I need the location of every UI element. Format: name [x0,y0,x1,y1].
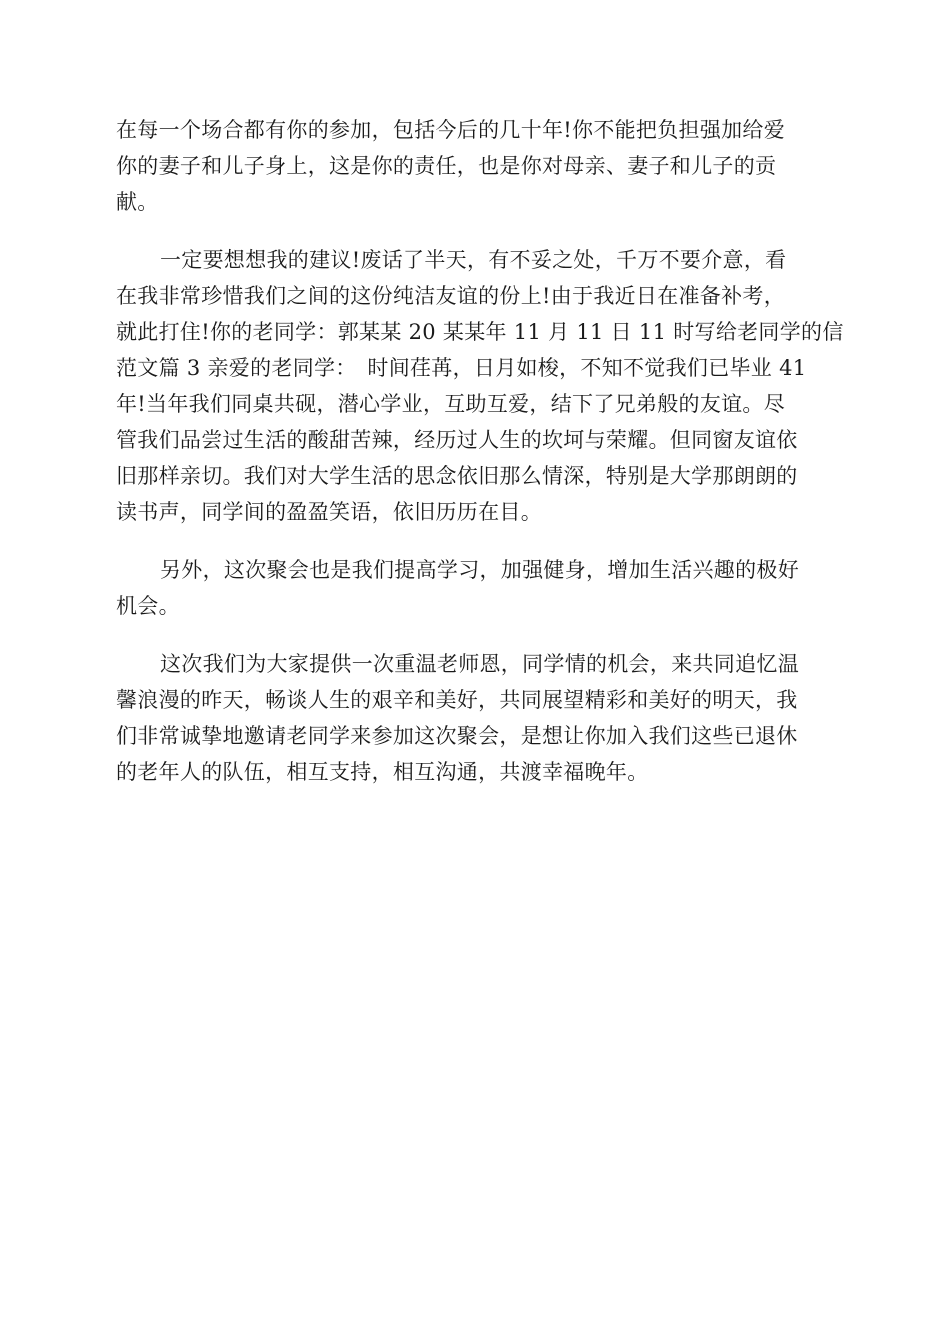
document-body [116,112,844,812]
text-line: 们非常诚挚地邀请老同学来参加这次聚会，是想让你加入我们这些已退休 [116,724,798,748]
text-line: 旧那样亲切。我们对大学生活的思念依旧那么情深，特别是大学那朗朗的 [116,464,798,488]
text-line: 你的妻子和儿子身上，这是你的责任，也是你对母亲、妻子和儿子的贡 [116,154,777,178]
text-line: 管我们品尝过生活的酸甜苦辣，经历过人生的坎坷与荣耀。但同窗友谊依 [116,428,798,452]
paragraph-2 [116,242,844,530]
text-line: 就此打住!你的老同学：郭某某 20 某某年 11 月 11 日 11 时写给老同学的信 [116,320,844,344]
text-line: 这次我们为大家提供一次重温老师恩，同学情的机会，来共同追忆温 [160,652,799,676]
text-line: 年!当年我们同桌共砚，潜心学业，互助互爱，结下了兄弟般的友谊。尽 [116,392,786,416]
text-line: 馨浪漫的昨天，畅谈人生的艰辛和美好，共同展望精彩和美好的明天，我 [116,688,798,712]
text-line: 在每一个场合都有你的参加，包括今后的几十年!你不能把负担强加给爱 [116,118,786,142]
text-line: 机会。 [116,594,180,618]
text-line: 在我非常珍惜我们之间的这份纯洁友谊的份上!由于我近日在准备补考， [116,284,786,308]
text-line: 献。 [116,190,159,214]
text-line: 读书声，同学间的盈盈笑语，依旧历历在目。 [116,500,542,524]
text-line: 另外，这次聚会也是我们提高学习，加强健身，增加生活兴趣的极好 [160,558,799,582]
text-line: 范文篇 3 亲爱的老同学： 时间荏苒，日月如梭，不知不觉我们已毕业 41 [116,356,807,380]
text-line: 的老年人的队伍，相互支持，相互沟通，共渡幸福晚年。 [116,760,649,784]
paragraph-4 [116,646,836,790]
text-line: 一定要想想我的建议!废话了半天，有不妥之处，千万不要介意，看 [160,248,787,272]
paragraph-1 [116,112,836,220]
paragraph-3 [116,552,836,624]
